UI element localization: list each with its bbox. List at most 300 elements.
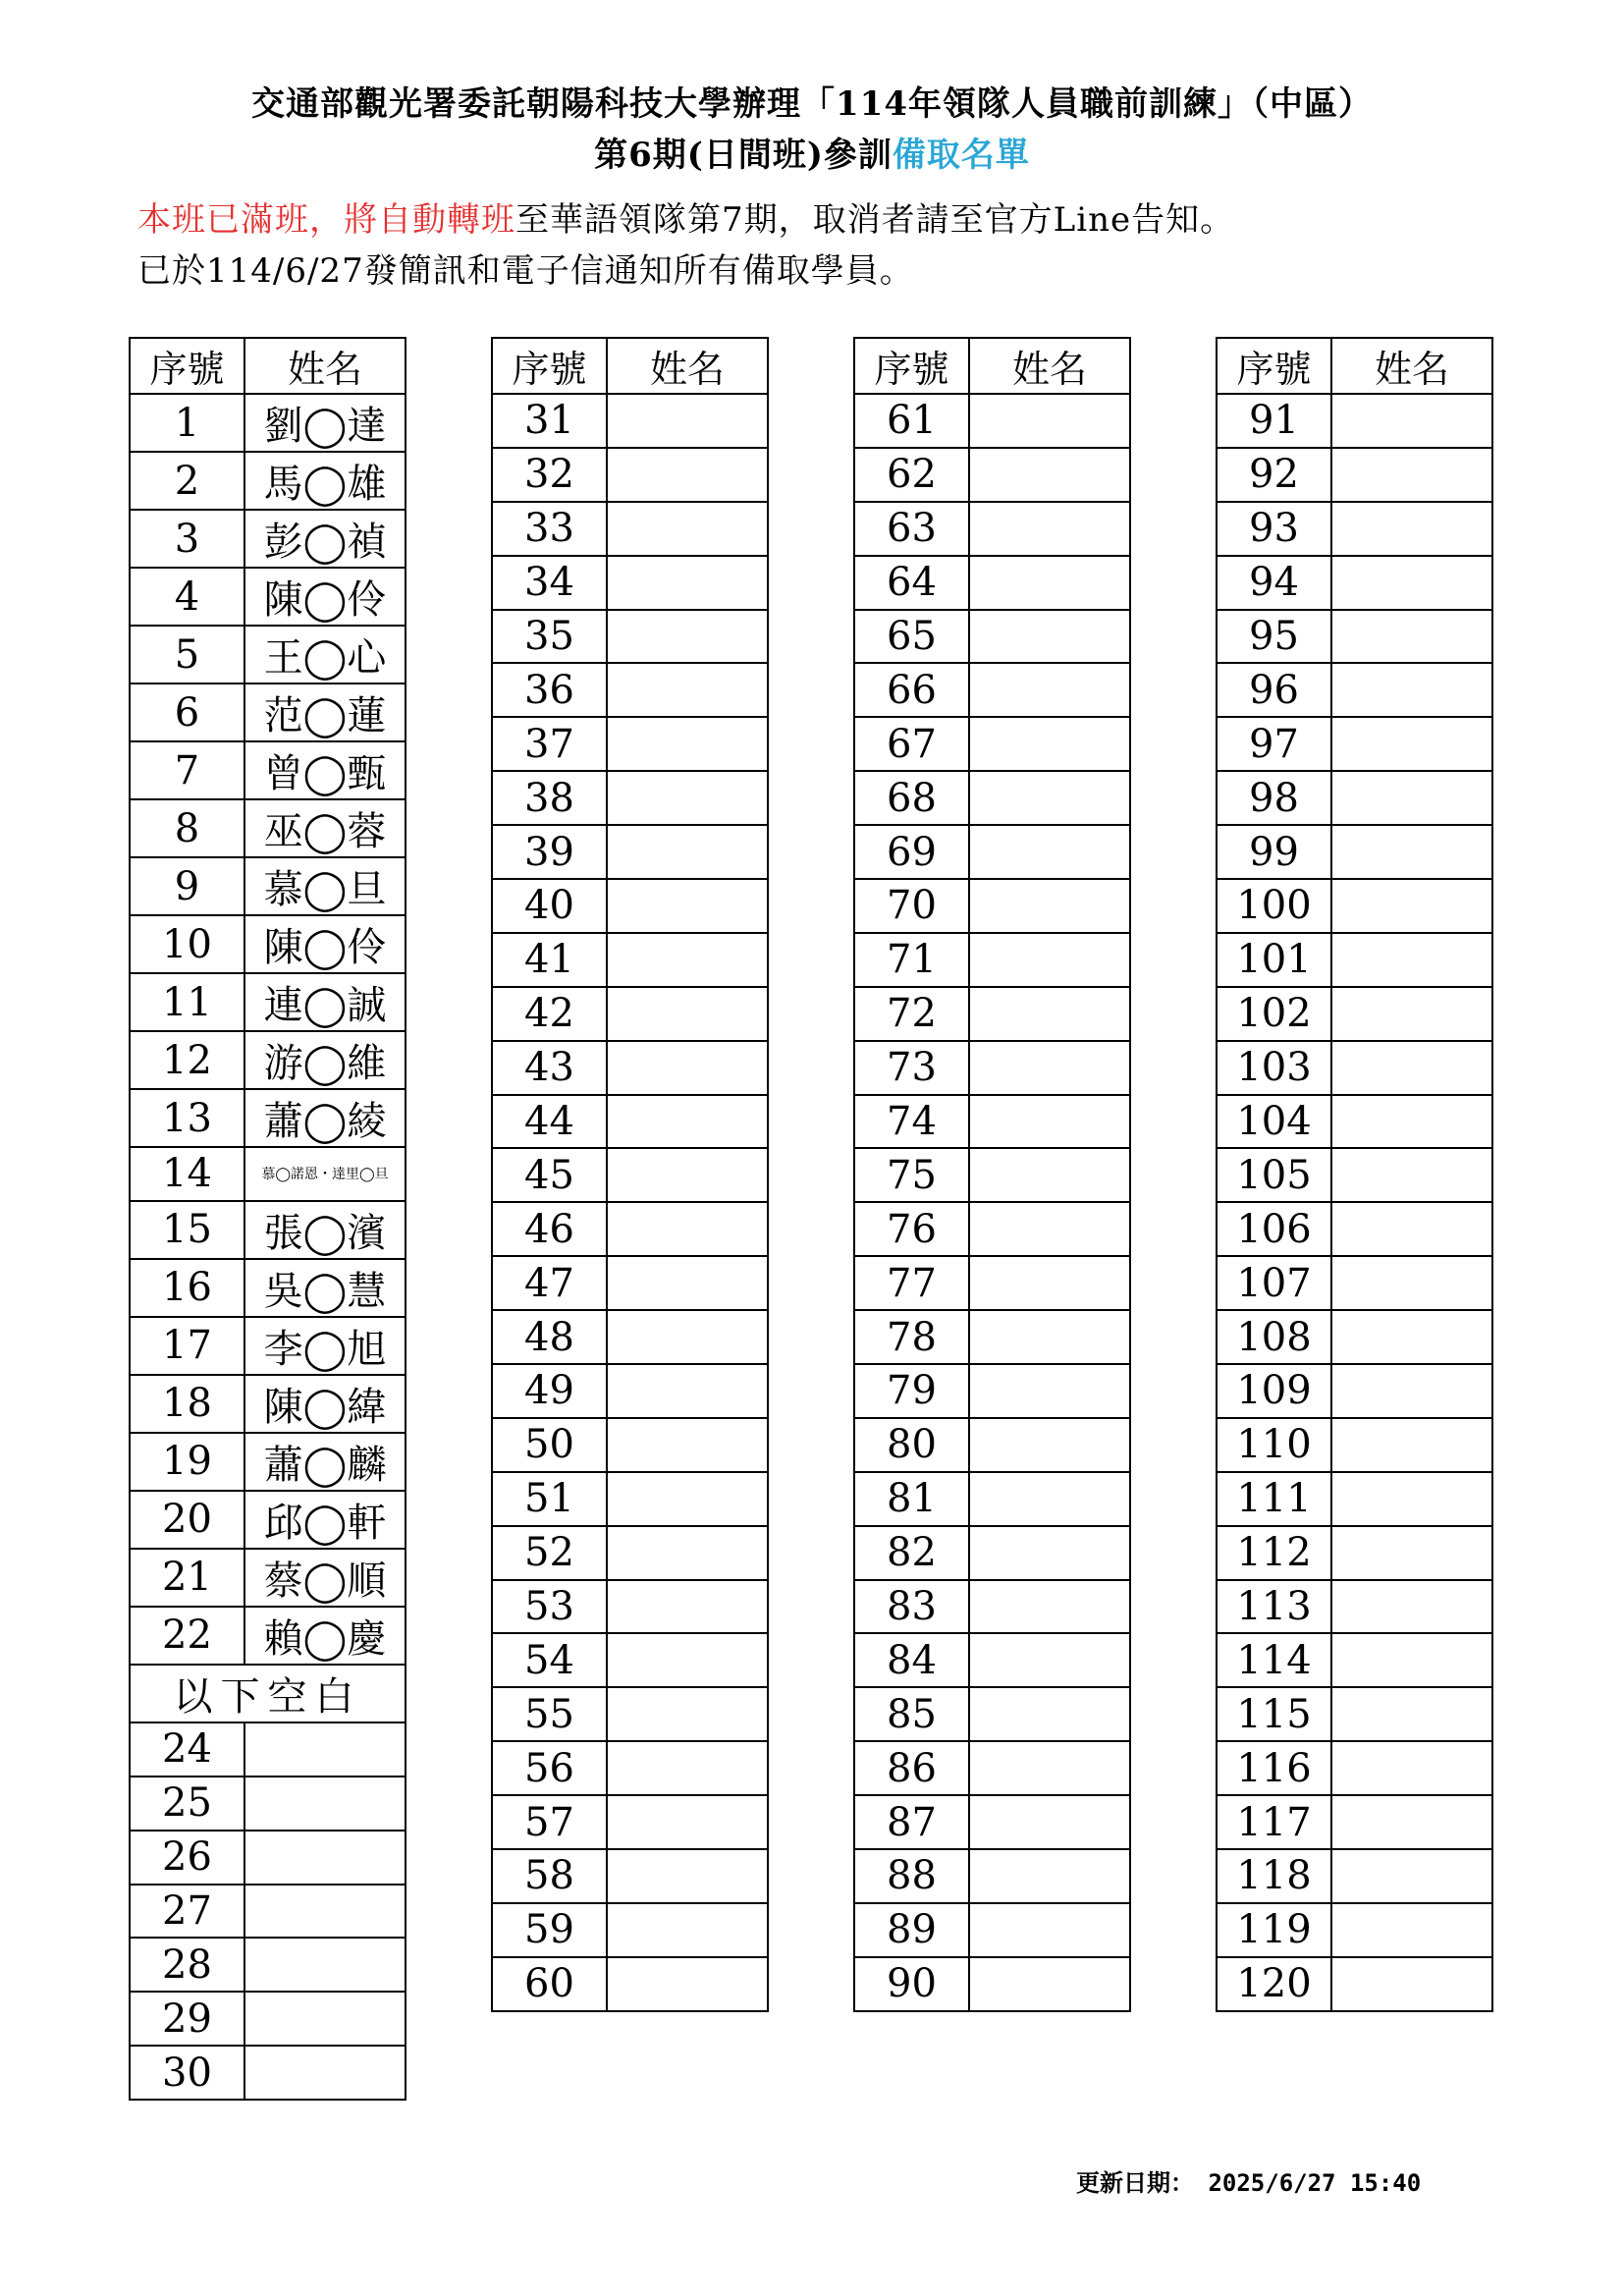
- row-name: 巫◯蓉: [244, 799, 406, 857]
- roster-table-4: [1216, 337, 1493, 2012]
- row-number: 119: [1217, 1903, 1331, 1957]
- row-number: 51: [492, 1472, 607, 1526]
- row-name: [969, 1633, 1130, 1687]
- row-name: 蕭◯麟: [244, 1433, 406, 1491]
- table-row: [854, 1580, 1130, 1634]
- row-number: 116: [1217, 1741, 1331, 1795]
- row-name: [1331, 825, 1492, 879]
- document-subtitle: [0, 128, 1624, 176]
- row-name: [1331, 1256, 1492, 1310]
- table-row: [1217, 879, 1492, 933]
- row-number: 7: [130, 741, 244, 799]
- table-row: [854, 1310, 1130, 1364]
- row-name: [1331, 1849, 1492, 1903]
- column-header-name: 姓名: [244, 338, 406, 394]
- row-name: [607, 1364, 768, 1418]
- row-name: [1331, 1580, 1492, 1634]
- row-name: [607, 663, 768, 717]
- row-number: 46: [492, 1202, 607, 1256]
- row-name: [607, 1633, 768, 1687]
- row-number: 117: [1217, 1795, 1331, 1849]
- row-name: [969, 1849, 1130, 1903]
- row-number: 36: [492, 663, 607, 717]
- row-number: 103: [1217, 1041, 1331, 1095]
- row-number: 35: [492, 610, 607, 664]
- row-number: 88: [854, 1849, 969, 1903]
- row-number: 29: [130, 1992, 244, 2046]
- row-number: 17: [130, 1317, 244, 1375]
- row-number: 71: [854, 933, 969, 987]
- table-row: [130, 1992, 406, 2046]
- row-name: [1331, 1957, 1492, 2011]
- table-row: [492, 717, 768, 771]
- row-number: 22: [130, 1607, 244, 1665]
- row-number: 55: [492, 1687, 607, 1741]
- row-number: 5: [130, 626, 244, 683]
- row-name: 連◯誠: [244, 973, 406, 1031]
- row-name: [1331, 879, 1492, 933]
- row-name: [1331, 1903, 1492, 1957]
- row-number: 80: [854, 1418, 969, 1472]
- row-name: [1331, 1041, 1492, 1095]
- table-row: [1217, 987, 1492, 1041]
- row-name: [607, 1041, 768, 1095]
- row-name: 馬◯雄: [244, 452, 406, 510]
- row-name: [607, 1202, 768, 1256]
- row-name: [1331, 1148, 1492, 1202]
- row-number: 79: [854, 1364, 969, 1418]
- table-row: [854, 1633, 1130, 1687]
- row-number: 73: [854, 1041, 969, 1095]
- table-row: [1217, 1957, 1492, 2011]
- table-row: [130, 1549, 406, 1607]
- table-row: [492, 448, 768, 502]
- table-row: [130, 1433, 406, 1491]
- table-row: [130, 1722, 406, 1777]
- column-header-name: 姓名: [969, 338, 1130, 394]
- table-row: [1217, 610, 1492, 664]
- table-row: [492, 1310, 768, 1364]
- table-row: [1217, 1849, 1492, 1903]
- column-header-name: 姓名: [607, 338, 768, 394]
- table-row: [1217, 717, 1492, 771]
- table-row: [1217, 1633, 1492, 1687]
- table-row: [1217, 663, 1492, 717]
- table-row: [492, 771, 768, 825]
- row-number: 81: [854, 1472, 969, 1526]
- table-row: [854, 556, 1130, 610]
- row-name: [1331, 717, 1492, 771]
- table-row: [492, 1095, 768, 1149]
- table-row: [130, 915, 406, 973]
- row-number: 20: [130, 1491, 244, 1549]
- row-name: [1331, 771, 1492, 825]
- table-row: [854, 663, 1130, 717]
- row-number: 78: [854, 1310, 969, 1364]
- row-name: [244, 2046, 406, 2100]
- table-row: [130, 1938, 406, 1992]
- row-name: [969, 1795, 1130, 1849]
- row-name: [969, 1472, 1130, 1526]
- row-name: [969, 610, 1130, 664]
- row-number: 63: [854, 502, 969, 556]
- row-number: 105: [1217, 1148, 1331, 1202]
- row-number: 47: [492, 1256, 607, 1310]
- row-name: [607, 1526, 768, 1580]
- table-row: [854, 771, 1130, 825]
- table-row: [130, 741, 406, 799]
- row-number: 89: [854, 1903, 969, 1957]
- row-number: 64: [854, 556, 969, 610]
- row-name: [969, 1687, 1130, 1741]
- notice-transfer-info: 至華語領隊第7期，取消者請至官方Line告知。: [515, 200, 1235, 240]
- table-row: [492, 933, 768, 987]
- row-number: 104: [1217, 1095, 1331, 1149]
- row-number: 11: [130, 973, 244, 1031]
- row-number: 106: [1217, 1202, 1331, 1256]
- row-number: 39: [492, 825, 607, 879]
- row-name: [607, 1472, 768, 1526]
- row-number: 3: [130, 510, 244, 568]
- row-number: 54: [492, 1633, 607, 1687]
- table-row: [1217, 1526, 1492, 1580]
- row-name: 賴◯慶: [244, 1607, 406, 1665]
- row-number: 92: [1217, 448, 1331, 502]
- table-row: [854, 1095, 1130, 1149]
- row-name: [607, 1903, 768, 1957]
- column-header-number: 序號: [854, 338, 969, 394]
- row-name: [969, 394, 1130, 448]
- row-name: [607, 933, 768, 987]
- table-row: [130, 568, 406, 626]
- table-row: [1217, 1202, 1492, 1256]
- notice-full-class: 本班已滿班，將自動轉班: [137, 200, 515, 240]
- row-name: [607, 1148, 768, 1202]
- row-number: 95: [1217, 610, 1331, 664]
- row-name: [607, 879, 768, 933]
- row-name: 彭◯禎: [244, 510, 406, 568]
- row-number: 42: [492, 987, 607, 1041]
- table-row: [1217, 1687, 1492, 1741]
- row-number: 61: [854, 394, 969, 448]
- notice-line-2: 已於114/6/27發簡訊和電子信通知所有備取學員。: [137, 251, 914, 291]
- table-row: [854, 1957, 1130, 2011]
- blank-marker-row: [130, 1665, 406, 1722]
- row-number: 115: [1217, 1687, 1331, 1741]
- table-row: [492, 1472, 768, 1526]
- table-row: [130, 1147, 406, 1201]
- table-row: [492, 879, 768, 933]
- row-name: [969, 987, 1130, 1041]
- table-row: [1217, 1256, 1492, 1310]
- subtitle-prefix: 第6期(日間班)參訓: [594, 136, 893, 175]
- notice-line-1: [137, 192, 1234, 241]
- row-name: 游◯維: [244, 1031, 406, 1089]
- row-number: 84: [854, 1633, 969, 1687]
- row-number: 113: [1217, 1580, 1331, 1634]
- row-number: 12: [130, 1031, 244, 1089]
- row-number: 48: [492, 1310, 607, 1364]
- row-number: 65: [854, 610, 969, 664]
- table-row: [1217, 1095, 1492, 1149]
- table-row: [854, 1472, 1130, 1526]
- row-name: [1331, 1095, 1492, 1149]
- row-number: 76: [854, 1202, 969, 1256]
- table-row: [1217, 1041, 1492, 1095]
- row-name: [244, 1777, 406, 1831]
- table-row: [492, 987, 768, 1041]
- row-number: 97: [1217, 717, 1331, 771]
- table-row: [130, 1885, 406, 1939]
- table-row: [854, 1364, 1130, 1418]
- row-number: 111: [1217, 1472, 1331, 1526]
- row-number: 68: [854, 771, 969, 825]
- row-name: 陳◯伶: [244, 915, 406, 973]
- table-row: [1217, 448, 1492, 502]
- table-row: [1217, 1472, 1492, 1526]
- row-number: 10: [130, 915, 244, 973]
- row-number: 102: [1217, 987, 1331, 1041]
- table-row: [130, 683, 406, 741]
- row-number: 15: [130, 1201, 244, 1259]
- row-name: [969, 1580, 1130, 1634]
- table-row: [854, 1903, 1130, 1957]
- row-number: 74: [854, 1095, 969, 1149]
- table-row: [130, 1831, 406, 1885]
- row-number: 41: [492, 933, 607, 987]
- row-name: [244, 1831, 406, 1885]
- row-name: [1331, 1364, 1492, 1418]
- row-name: [1331, 1418, 1492, 1472]
- row-number: 24: [130, 1722, 244, 1777]
- row-name: 張◯濱: [244, 1201, 406, 1259]
- table-row: [492, 1580, 768, 1634]
- row-number: 87: [854, 1795, 969, 1849]
- row-number: 34: [492, 556, 607, 610]
- table-row: [1217, 1148, 1492, 1202]
- row-number: 27: [130, 1885, 244, 1939]
- table-row: [130, 626, 406, 683]
- row-name: [969, 1202, 1130, 1256]
- table-row: [1217, 1741, 1492, 1795]
- row-name: [1331, 933, 1492, 987]
- roster-table-1: [129, 337, 406, 2101]
- table-row: [1217, 1364, 1492, 1418]
- row-name: [969, 933, 1130, 987]
- table-row: [130, 510, 406, 568]
- table-row: [130, 394, 406, 452]
- blank-marker: 以下空白: [130, 1665, 406, 1722]
- table-row: [492, 1526, 768, 1580]
- row-number: 118: [1217, 1849, 1331, 1903]
- row-number: 99: [1217, 825, 1331, 879]
- row-name: [969, 448, 1130, 502]
- row-name: [607, 771, 768, 825]
- table-row: [1217, 825, 1492, 879]
- table-row: [492, 1849, 768, 1903]
- row-name: [1331, 663, 1492, 717]
- row-name: [607, 717, 768, 771]
- row-number: 44: [492, 1095, 607, 1149]
- row-name: [969, 1095, 1130, 1149]
- table-row: [1217, 771, 1492, 825]
- row-number: 91: [1217, 394, 1331, 448]
- row-name: [244, 1938, 406, 1992]
- row-number: 32: [492, 448, 607, 502]
- row-name: 邱◯軒: [244, 1491, 406, 1549]
- table-row: [854, 502, 1130, 556]
- row-name: [969, 1364, 1130, 1418]
- row-number: 50: [492, 1418, 607, 1472]
- document-title: 交通部觀光署委託朝陽科技大學辦理「114年領隊人員職前訓練」（中區）: [251, 84, 1373, 124]
- row-name: [607, 610, 768, 664]
- row-name: [969, 1741, 1130, 1795]
- row-number: 93: [1217, 502, 1331, 556]
- row-number: 94: [1217, 556, 1331, 610]
- table-row: [130, 799, 406, 857]
- row-name: [1331, 1795, 1492, 1849]
- table-row: [1217, 1310, 1492, 1364]
- row-number: 72: [854, 987, 969, 1041]
- row-number: 30: [130, 2046, 244, 2100]
- row-number: 8: [130, 799, 244, 857]
- table-row: [492, 1041, 768, 1095]
- row-name: [607, 825, 768, 879]
- table-row: [130, 2046, 406, 2100]
- table-row: [130, 1777, 406, 1831]
- table-row: [492, 1364, 768, 1418]
- table-row: [1217, 394, 1492, 448]
- row-name: [607, 1418, 768, 1472]
- row-name: [969, 1526, 1130, 1580]
- table-row: [492, 394, 768, 448]
- row-name: [244, 1722, 406, 1777]
- table-row: [130, 1375, 406, 1433]
- table-row: [854, 448, 1130, 502]
- table-row: [492, 1202, 768, 1256]
- table-row: [854, 1795, 1130, 1849]
- table-row: [854, 825, 1130, 879]
- table-row: [130, 1089, 406, 1147]
- table-row: [492, 1741, 768, 1795]
- row-number: 43: [492, 1041, 607, 1095]
- table-row: [492, 556, 768, 610]
- row-number: 2: [130, 452, 244, 510]
- row-number: 28: [130, 1938, 244, 1992]
- row-number: 67: [854, 717, 969, 771]
- table-row: [492, 825, 768, 879]
- row-name: [1331, 394, 1492, 448]
- row-number: 40: [492, 879, 607, 933]
- row-number: 108: [1217, 1310, 1331, 1364]
- row-name: 慕◯諾恩・達里◯旦: [244, 1147, 406, 1201]
- row-name: [1331, 1310, 1492, 1364]
- row-name: [1331, 1526, 1492, 1580]
- row-name: 陳◯伶: [244, 568, 406, 626]
- row-number: 101: [1217, 933, 1331, 987]
- row-number: 75: [854, 1148, 969, 1202]
- row-name: [607, 1687, 768, 1741]
- row-number: 56: [492, 1741, 607, 1795]
- row-number: 9: [130, 857, 244, 915]
- row-number: 70: [854, 879, 969, 933]
- table-row: [854, 1741, 1130, 1795]
- table-row: [854, 394, 1130, 448]
- row-number: 69: [854, 825, 969, 879]
- row-name: [244, 1885, 406, 1939]
- row-number: 82: [854, 1526, 969, 1580]
- row-number: 26: [130, 1831, 244, 1885]
- row-name: [607, 556, 768, 610]
- row-name: 劉◯達: [244, 394, 406, 452]
- table-row: [492, 1418, 768, 1472]
- row-name: [969, 771, 1130, 825]
- row-name: [1331, 610, 1492, 664]
- row-name: [969, 717, 1130, 771]
- table-row: [854, 1256, 1130, 1310]
- row-name: 蔡◯順: [244, 1549, 406, 1607]
- table-header-row: [1217, 338, 1492, 394]
- table-row: [130, 1317, 406, 1375]
- row-number: 13: [130, 1089, 244, 1147]
- table-row: [492, 663, 768, 717]
- row-name: [969, 1256, 1130, 1310]
- row-number: 98: [1217, 771, 1331, 825]
- row-number: 109: [1217, 1364, 1331, 1418]
- row-number: 38: [492, 771, 607, 825]
- table-row: [492, 1795, 768, 1849]
- row-number: 77: [854, 1256, 969, 1310]
- table-row: [854, 1526, 1130, 1580]
- row-number: 16: [130, 1259, 244, 1317]
- row-number: 59: [492, 1903, 607, 1957]
- row-number: 53: [492, 1580, 607, 1634]
- row-name: [607, 1795, 768, 1849]
- row-name: [607, 1849, 768, 1903]
- row-name: [607, 987, 768, 1041]
- row-number: 45: [492, 1148, 607, 1202]
- table-header-row: [492, 338, 768, 394]
- table-header-row: [854, 338, 1130, 394]
- row-name: 王◯心: [244, 626, 406, 683]
- row-number: 21: [130, 1549, 244, 1607]
- table-row: [130, 1201, 406, 1259]
- row-number: 86: [854, 1741, 969, 1795]
- table-row: [1217, 556, 1492, 610]
- row-name: [1331, 502, 1492, 556]
- row-name: 李◯旭: [244, 1317, 406, 1375]
- table-row: [492, 1903, 768, 1957]
- row-number: 31: [492, 394, 607, 448]
- row-name: [969, 1041, 1130, 1095]
- row-name: [969, 1148, 1130, 1202]
- table-row: [1217, 502, 1492, 556]
- roster-table-2: [491, 337, 769, 2012]
- row-number: 60: [492, 1957, 607, 2011]
- column-header-number: 序號: [1217, 338, 1331, 394]
- row-number: 107: [1217, 1256, 1331, 1310]
- row-name: [1331, 1687, 1492, 1741]
- row-number: 90: [854, 1957, 969, 2011]
- row-number: 18: [130, 1375, 244, 1433]
- row-number: 37: [492, 717, 607, 771]
- row-name: 曾◯甄: [244, 741, 406, 799]
- row-number: 25: [130, 1777, 244, 1831]
- row-name: [1331, 1202, 1492, 1256]
- row-number: 114: [1217, 1633, 1331, 1687]
- table-row: [1217, 1418, 1492, 1472]
- row-name: [607, 1310, 768, 1364]
